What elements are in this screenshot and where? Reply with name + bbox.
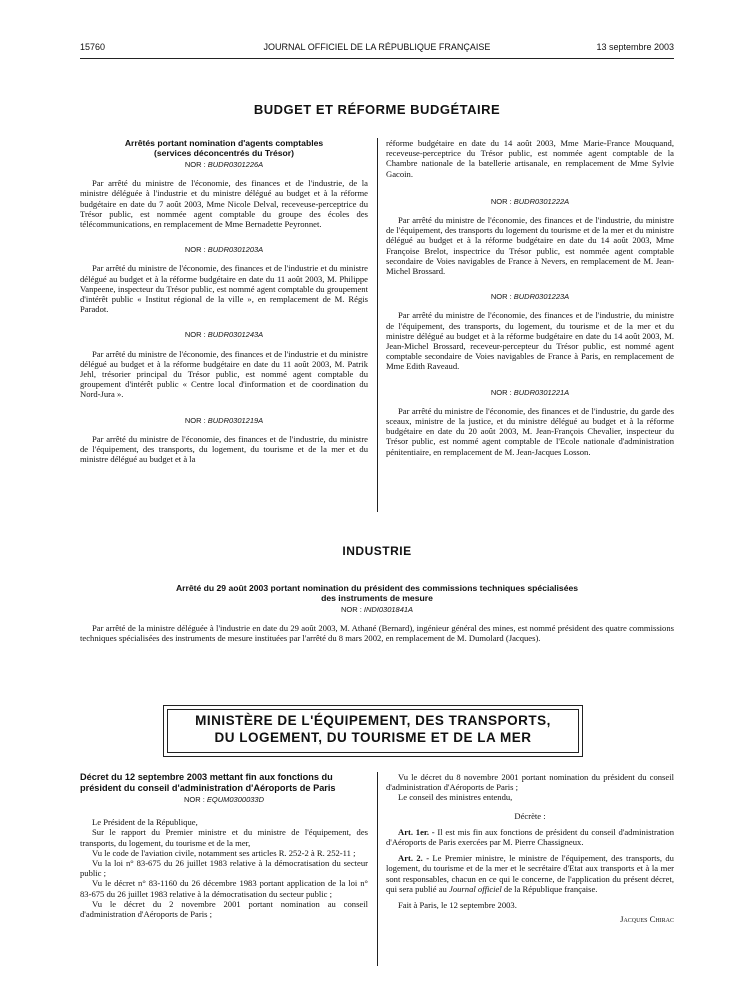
decret-paragraph: Vu le décret du 2 novembre 2001 portant nomination au conseil d'administration d'Aéroports de Paris ; xyxy=(80,898,368,920)
article-1: Art. 1er. - Il est mis fin aux fonctions de président du conseil d'administration d'Aéroports de Paris exercées par M. Pierre Chassigneux. xyxy=(386,826,675,848)
decret-paragraph: Vu le décret n° 83-1160 du 26 décembre 1983 portant application de la loi n° 83-675 du 26 juillet 1983 relative à la démocratisation du secteur public ; xyxy=(80,878,368,899)
arrete-paragraph: Par arrêté du ministre de l'économie, des finances et de l'industrie, du garde des sceaux, ministre de la justice, et du ministre délégué au budget et à la réforme budgétaire en date du 20 août 2003, M. Jean-François Chevalier, inspecteur du Trésor public, est nommé agent comptable de l'Ecole nationale d'administration pénitentiaire, en remplacement de M. Jean-Jacques Losson. xyxy=(386,405,674,457)
decret-paragraph: Le conseil des ministres entendu, xyxy=(398,792,513,803)
arrete-paragraph: Par arrêté de la ministre déléguée à l'industrie en date du 29 août 2003, M. Athané (Bernard), ingénieur général des mines, est nommé président des quatre commissions techniques spécialisées des instruments de mesure instituées par l'arrêté du 8 mars 2002, en remplacement de M. Dumolard (Jacques). xyxy=(80,623,674,644)
nor-reference: NOR : BUDR0301243A xyxy=(184,330,264,340)
decret-right-column xyxy=(386,772,674,924)
section-heading-budget: BUDGET ET RÉFORME BUDGÉTAIRE xyxy=(253,102,501,117)
budget-article-title: Arrêtés portant nomination d'agents comptables (services déconcentrés du Trésor) xyxy=(124,138,324,158)
page-number: 15760 xyxy=(80,42,106,52)
nor-reference: NOR : BUDR0301223A xyxy=(490,292,570,302)
article-2: Art. 2. - Le Premier ministre, le ministre de l'équipement, des transports, du logement, du tourisme et de la mer et le secrétaire d'Etat aux transports et à la mer sont responsables, chacun en ce qui le concerne, de l'application du présent décret, qui sera publié au Journal officiel de la République française. xyxy=(386,853,674,894)
decret-paragraph: Vu la loi n° 83-675 du 26 juillet 1983 relative à la démocratisation du secteur public ; xyxy=(80,858,368,879)
arrete-paragraph: Par arrêté du ministre de l'économie, des finances et de l'industrie, du ministre de l'équipement, des transports, du logement, du tourisme et de la mer et du ministre délégué au budget et à la réforme budgétaire en date du 14 août 2003, M. Jean-Michel Brossard, receveur-percepteur du Trésor public, est nommé agent comptable secondaire de Voies navigables de France à Paris, en remplacement de Mme Edith Raveaud. xyxy=(386,310,674,372)
decret-paragraph: Vu le code de l'aviation civile, notamment ses articles R. 252-2 à R. 252-11 ; xyxy=(92,847,356,858)
column-divider xyxy=(377,138,378,512)
decret-paragraph: Sur le rapport du Premier ministre et du ministre de l'équipement, des transports, du logement, du tourisme et de la mer, xyxy=(80,827,368,848)
section-heading-industrie: INDUSTRIE xyxy=(342,544,412,558)
decret-paragraph: Vu le décret du 8 novembre 2001 portant nomination du président du conseil d'administration d'Aéroports de Paris ; xyxy=(386,772,674,793)
ministry-heading: MINISTÈRE DE L'ÉQUIPEMENT, DES TRANSPORTS, DU LOGEMENT, DU TOURISME ET DE LA MER xyxy=(167,709,579,753)
nor-reference: NOR : BUDR0301226A xyxy=(184,160,264,169)
nor-reference: NOR : EQUM0300033D xyxy=(183,795,265,804)
budget-left-column xyxy=(80,138,368,464)
nor-reference: NOR : BUDR0301203A xyxy=(184,245,264,255)
arrete-paragraph: Par arrêté du ministre de l'économie, des finances et de l'industrie, de la ministre déléguée à l'industrie et du ministre délégué au budget et à la réforme budgétaire en date du 7 août 2003, Mme Nicole Delval, receveuse-perceptrice du Trésor public, est nommée agent comptable du groupe des écoles des télécommunications, en remplacement de Mme Bernadette Peyronnet. xyxy=(80,178,368,230)
header-rule xyxy=(80,58,674,59)
industrie-article xyxy=(80,583,674,644)
budget-right-column xyxy=(386,138,674,457)
nor-reference: NOR : BUDR0301221A xyxy=(490,387,570,397)
decret-left-column xyxy=(80,772,368,919)
page-header xyxy=(80,42,674,56)
arrete-paragraph: Par arrêté du ministre de l'économie, des finances et de l'industrie et du ministre délégué au budget et à la réforme budgétaire en date du 11 août 2003, M. Patrik Jehl, trésorier principal du Trésor public, est nommé agent comptable du groupement d'intérêt public « Centre local d'information et de coordination du Nord-Jura ». xyxy=(80,348,368,400)
journal-title: JOURNAL OFFICIEL DE LA RÉPUBLIQUE FRANÇAISE xyxy=(263,42,491,52)
decret-paragraph: Le Président de la République, xyxy=(92,817,198,828)
fait-a-paris: Fait à Paris, le 12 septembre 2003. xyxy=(398,900,517,911)
arrete-paragraph: Par arrêté du ministre de l'économie, des finances et de l'industrie, du ministre de l'équipement, des transports du logement du tourisme et de la mer et du ministre délégué au budget et à la réforme budgétaire en date du 14 août 2003, Mme Françoise Brelot, inspectrice du Trésor public, est nommée agent comptable secondaire de Voies navigables de France à Nevers, en remplacement de M. Jean-Michel Brossard. xyxy=(386,215,674,277)
nor-reference: NOR : INDI0301841A xyxy=(340,605,414,614)
industrie-article-title: Arrêté du 29 août 2003 portant nomination du président des commissions techniques spécialisées des instruments de mesure xyxy=(175,583,579,603)
nor-reference: NOR : BUDR0301219A xyxy=(184,415,264,425)
nor-reference: NOR : BUDR0301222A xyxy=(490,196,570,206)
column-divider xyxy=(377,772,378,966)
issue-date: 13 septembre 2003 xyxy=(596,42,674,52)
arrete-continuation: réforme budgétaire en date du 14 août 2003, Mme Marie-France Mouquand, receveuse-perceptrice du Trésor public, est nommée agent comptable de la Chambre nationale de la batellerie artisanale, en remplacement de Mme Sylvie Gacoin. xyxy=(386,138,674,179)
arrete-paragraph: Par arrêté du ministre de l'économie, des finances et de l'industrie, du ministre de l'équipement, des transports, du logement, du tourisme et de la mer et du ministre délégué au budget et à la xyxy=(80,433,368,465)
arrete-paragraph: Par arrêté du ministre de l'économie, des finances et de l'industrie et du ministre délégué au budget et à la réforme budgétaire en date du 11 août 2003, M. Philippe Vanpeene, inspecteur du Trésor public, est nommé agent comptable du groupement d'intérêt public « Institut régional de la ville », en remplacement de M. Régis Paradot. xyxy=(80,263,368,315)
decrete-label: Décrète : xyxy=(514,810,546,821)
ministry-heading-box xyxy=(163,705,583,757)
decret-title: Décret du 12 septembre 2003 mettant fin aux fonctions du président du conseil d'administration d'Aéroports de Paris xyxy=(80,772,336,793)
signature: Jacques Chirac xyxy=(620,914,674,925)
